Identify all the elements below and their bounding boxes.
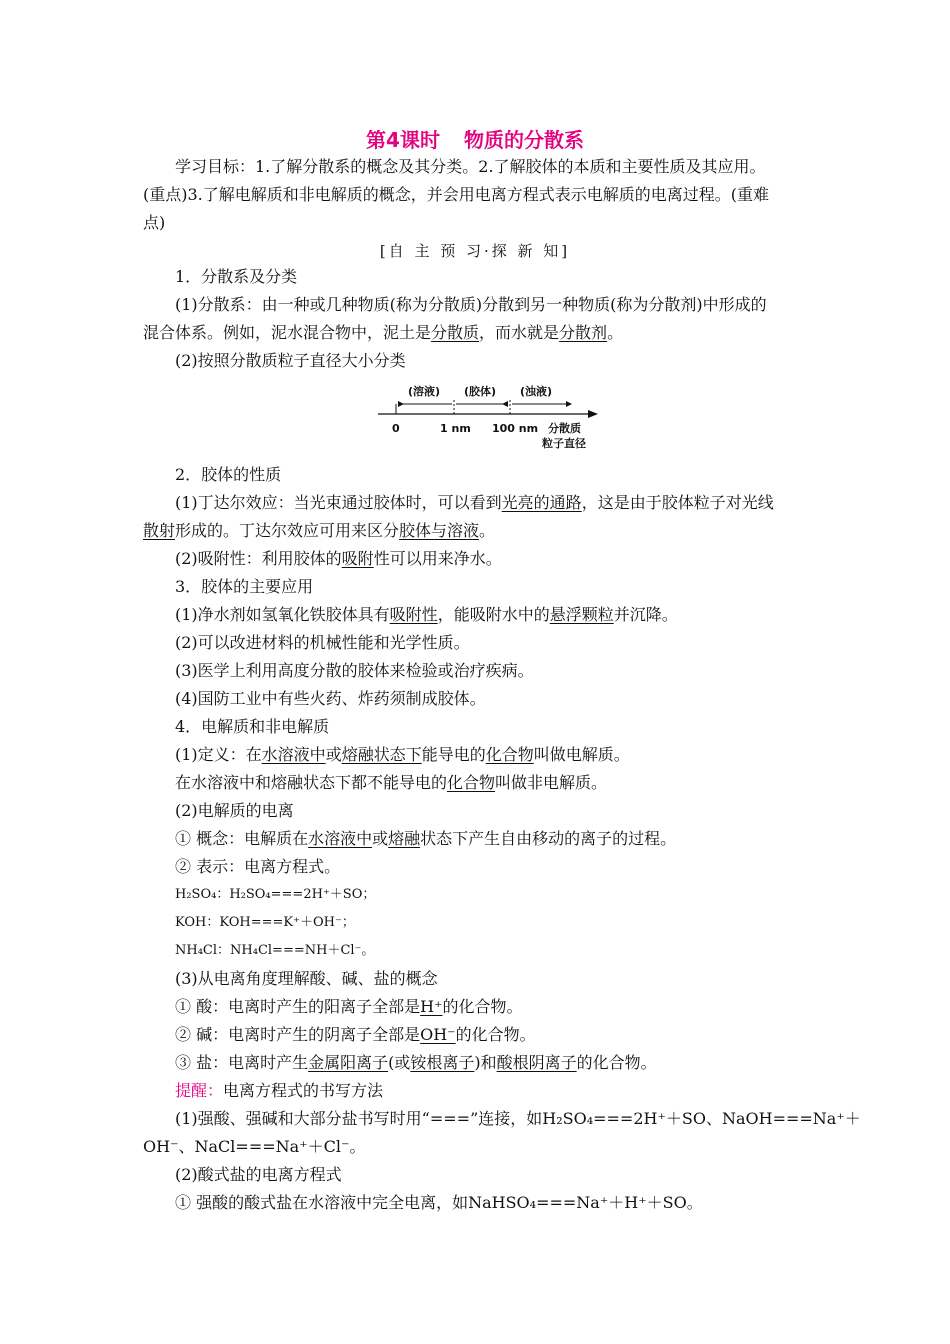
s3-p4: (4)国防工业中有些火药、炸药须制成胶体。 — [175, 689, 486, 708]
tick-label-100nm: 100 nm — [492, 422, 539, 435]
tip-p1-b: OH⁻、NaCl===Na⁺＋Cl⁻。 — [143, 1137, 366, 1156]
s4-concept: ① 概念：电解质在水溶液中或熔融状态下产生自由移动的离子的过程。 — [175, 829, 677, 848]
tip-heading: 提醒：电离方程式的书写方法 — [175, 1081, 384, 1100]
s1-heading: 1．分散系及分类 — [175, 267, 298, 286]
label-colloid: (胶体) — [464, 385, 497, 398]
answer-h-plus: H⁺ — [420, 997, 443, 1016]
tick-label-0: 0 — [392, 422, 400, 435]
equation-nh4cl: NH₄Cl：NH₄Cl===NH＋Cl⁻。 — [175, 943, 375, 958]
lesson-number: 第4课时 — [366, 128, 440, 152]
answer-aqueous-2: 水溶液中 — [308, 829, 373, 848]
answer-suspended-particles: 悬浮颗粒 — [549, 605, 614, 624]
equation-koh: KOH：KOH===K⁺＋OH⁻； — [175, 915, 355, 930]
answer-acid-anion: 酸根阴离子 — [496, 1053, 577, 1072]
tick-label-1nm: 1 nm — [440, 422, 471, 435]
s3-p3: (3)医学上利用高度分散的胶体来检验或治疗疾病。 — [175, 661, 534, 680]
tip-p1-a: (1)强酸、强碱和大部分盐书写时用“===”连接，如H₂SO₄===2H⁺＋SO、NaOH===Na⁺＋ — [175, 1109, 861, 1128]
lesson-title: 物质的分散系 — [463, 128, 584, 152]
diagram-axis-arrow — [588, 410, 598, 418]
range-solution-arrow — [398, 401, 404, 407]
s3-p1: (1)净水剂如氢氧化铁胶体具有吸附性，能吸附水中的悬浮颗粒并沉降。 — [175, 605, 678, 624]
answer-dispersed-phase: 分散质 — [431, 323, 480, 342]
answer-adsorption: 吸附 — [341, 549, 374, 568]
answer-colloid-solution: 胶体与溶液 — [399, 521, 480, 540]
answer-light-path: 光亮的通路 — [501, 493, 582, 512]
objectives-line-3: 点) — [143, 213, 166, 232]
s4-ionization-heading: (2)电解质的电离 — [175, 801, 294, 820]
s1-p1-b: 混合体系。例如，泥水混合物中，泥土是分散质，而水就是分散剂。 — [143, 323, 624, 342]
answer-dispersion-medium: 分散剂 — [559, 323, 608, 342]
s4-acid: ① 酸：电离时产生的阳离子全部是H⁺的化合物。 — [175, 997, 523, 1016]
objectives-line-1: 学习目标：1.了解分散系的概念及其分类。2.了解胶体的本质和主要性质及其应用。 — [175, 157, 766, 176]
axis-label-line1: 分散质 — [548, 422, 581, 435]
answer-ammonium: 铵根离子 — [410, 1053, 475, 1072]
range-colloid-arrow — [502, 401, 508, 407]
answer-compound-2: 化合物 — [447, 773, 496, 792]
answer-oh-minus: OH⁻ — [420, 1025, 456, 1044]
s4-base: ② 碱：电离时产生的阴离子全部是OH⁻的化合物。 — [175, 1025, 536, 1044]
answer-compound: 化合物 — [485, 745, 534, 764]
tip-p2: (2)酸式盐的电离方程式 — [175, 1165, 342, 1184]
axis-label-line2: 粒子直径 — [542, 437, 586, 450]
objectives-line-2: (重点)3.了解电解质和非电解质的概念，并会用电离方程式表示电解质的电离过程。(重难 — [143, 185, 769, 204]
s4-heading: 4．电解质和非电解质 — [175, 717, 330, 736]
label-turbid: (浊液) — [520, 385, 553, 398]
s4-def-nonelectrolyte: 在水溶液中和熔融状态下都不能导电的化合物叫做非电解质。 — [175, 773, 608, 792]
page-title — [0, 124, 950, 153]
s4-salt: ③ 盐：电离时产生金属阳离子(或铵根离子)和酸根阴离子的化合物。 — [175, 1053, 657, 1072]
equation-h2so4: H₂SO₄：H₂SO₄===2H⁺＋SO； — [175, 887, 376, 902]
s2-p1-a: (1)丁达尔效应：当光束通过胶体时，可以看到光亮的通路，这是由于胶体粒子对光线 — [175, 493, 774, 512]
s1-p2: (2)按照分散质粒子直径大小分类 — [175, 351, 406, 370]
s4-acid-base-heading: (3)从电离角度理解酸、碱、盐的概念 — [175, 969, 438, 988]
s4-def-electrolyte: (1)定义：在水溶液中或熔融状态下能导电的化合物叫做电解质。 — [175, 745, 630, 764]
tip-label: 提醒： — [175, 1081, 224, 1100]
s2-p1-b: 散射形成的。丁达尔效应可用来区分胶体与溶液。 — [143, 521, 496, 540]
particle-size-diagram — [370, 380, 610, 456]
s4-expression: ② 表示：电离方程式。 — [175, 857, 341, 876]
answer-molten: 熔融状态下 — [341, 745, 422, 764]
s1-p1-a: (1)分散系：由一种或几种物质(称为分散质)分散到另一种物质(称为分散剂)中形成的 — [175, 295, 767, 314]
answer-adsorptivity: 吸附性 — [389, 605, 438, 624]
tip-p3: ① 强酸的酸式盐在水溶液中完全电离，如NaHSO₄===Na⁺＋H⁺＋SO。 — [175, 1193, 703, 1212]
answer-aqueous: 水溶液中 — [261, 745, 326, 764]
s2-heading: 2．胶体的性质 — [175, 465, 282, 484]
s3-p2: (2)可以改进材料的机械性能和光学性质。 — [175, 633, 470, 652]
section-heading: [自 主 预 习·探 新 知] — [379, 242, 571, 260]
range-turbid-arrow — [566, 401, 572, 407]
label-solution: (溶液) — [408, 385, 441, 398]
answer-scattering: 散射 — [143, 521, 176, 540]
s3-heading: 3．胶体的主要应用 — [175, 577, 314, 596]
answer-metal-cation: 金属阳离子 — [308, 1053, 389, 1072]
answer-molten-2: 熔融 — [388, 829, 421, 848]
s2-p2: (2)吸附性：利用胶体的吸附性可以用来净水。 — [175, 549, 502, 568]
